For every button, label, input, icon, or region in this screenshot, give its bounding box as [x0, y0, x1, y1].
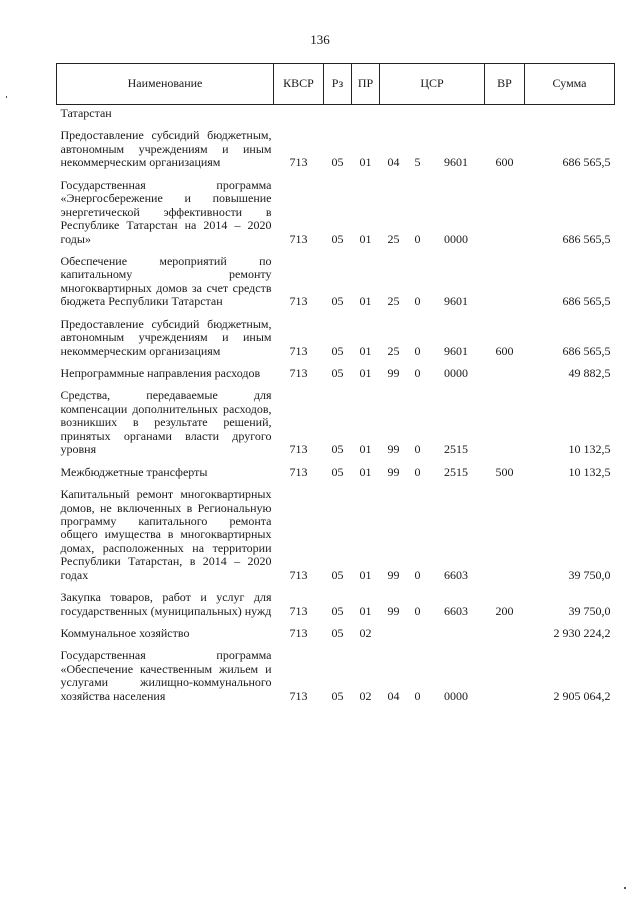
cell-vr: 600 — [495, 343, 514, 358]
cell-kvsr: 713 — [289, 155, 308, 170]
cell-csr-program: 25 — [387, 343, 400, 358]
row-name-text: Межбюджетные трансферты — [60, 464, 208, 479]
cell-rz: 05 — [331, 442, 344, 457]
cell-sum — [525, 105, 615, 121]
cell-csr-code: 6603 — [444, 603, 468, 618]
header-name: Наименование — [57, 64, 274, 105]
table-row — [57, 457, 615, 479]
cell-vr — [485, 105, 525, 121]
cell-vr — [485, 170, 525, 246]
cell-csr-code: 6603 — [444, 567, 468, 582]
cell-csr-program: 99 — [387, 442, 400, 457]
cell-csr-program: 99 — [387, 366, 400, 380]
cell-kvsr: 713 — [289, 343, 308, 358]
page-number: 136 — [310, 32, 330, 47]
cell-csr-program: 04 — [387, 688, 400, 703]
row-name-text: Обеспечение мероприятий по капитальному ремонту многоквартирных домов за счет средств бюджета Республики Татарстан — [60, 253, 272, 309]
row-name-text: Капитальный ремонт многоквартирных домов, не включенных в Региональную программу капитального ремонта общего имущества в многоквартирных домах, расположенных на территории Республики Татарстан, в 2014 – 2020 годах — [60, 487, 272, 582]
row-name-text: Непрограммные направления расходов — [60, 366, 261, 380]
cell-csr-program — [380, 105, 408, 121]
cell-csr-subprogram: 0 — [414, 366, 421, 380]
cell-sum: 39 750,0 — [568, 567, 611, 582]
cell-name — [57, 105, 274, 121]
cell-rz: 05 — [331, 343, 344, 358]
cell-vr — [485, 640, 525, 703]
row-name-text: Предоставление субсидий бюджетным, автономным учреждениям и иным некоммерческим организациям — [60, 128, 272, 170]
cell-kvsr: 713 — [289, 567, 308, 582]
cell-sum: 2 930 224,2 — [553, 626, 611, 640]
cell-csr-code: 0000 — [444, 366, 468, 380]
cell-sum: 2 905 064,2 — [553, 688, 611, 703]
cell-pr: 01 — [359, 603, 372, 618]
cell-csr-subprogram: 0 — [414, 442, 421, 457]
cell-pr: 01 — [359, 343, 372, 358]
cell-csr-code: 2515 — [444, 442, 468, 457]
row-name-text: Татарстан — [60, 106, 112, 120]
row-name-text: Коммунальное хозяйство — [60, 626, 190, 640]
row-name-text: Средства, передаваемые для компенсации дополнительных расходов, возникших в результате решений, принятых органами власти другого уровня — [60, 388, 272, 457]
scan-artifact-mark — [6, 96, 7, 98]
table-row — [57, 246, 615, 309]
cell-vr — [485, 479, 525, 582]
table-row — [57, 380, 615, 456]
cell-csr-subprogram: 0 — [414, 294, 421, 309]
cell-csr-subprogram: 0 — [414, 603, 421, 618]
cell-vr — [485, 380, 525, 456]
cell-csr-code: 9601 — [444, 294, 468, 309]
table-header-row — [57, 64, 615, 105]
cell-name — [57, 457, 274, 479]
cell-pr: 01 — [359, 366, 372, 380]
cell-kvsr: 713 — [289, 464, 308, 479]
cell-kvsr: 713 — [289, 688, 308, 703]
cell-rz: 05 — [331, 366, 344, 380]
cell-sum: 686 565,5 — [562, 155, 611, 170]
table-row — [57, 105, 615, 121]
cell-name — [57, 170, 274, 246]
cell-name — [57, 582, 274, 618]
cell-sum: 686 565,5 — [562, 294, 611, 309]
table-row — [57, 618, 615, 640]
table-row — [57, 309, 615, 358]
cell-sum: 10 132,5 — [568, 464, 611, 479]
cell-pr: 01 — [359, 294, 372, 309]
cell-vr — [485, 246, 525, 309]
cell-pr: 01 — [359, 155, 372, 170]
cell-csr-subprogram: 0 — [414, 567, 421, 582]
table-row — [57, 120, 615, 169]
cell-rz: 05 — [331, 464, 344, 479]
cell-pr: 01 — [359, 464, 372, 479]
header-pr: ПР — [352, 64, 380, 105]
cell-vr: 200 — [495, 603, 514, 618]
cell-sum: 10 132,5 — [568, 442, 611, 457]
budget-table — [56, 63, 615, 703]
table-row — [57, 358, 615, 380]
cell-vr: 600 — [495, 155, 514, 170]
cell-rz: 05 — [331, 603, 344, 618]
cell-name — [57, 479, 274, 582]
cell-pr: 02 — [359, 626, 372, 640]
cell-csr-subprogram: 0 — [414, 343, 421, 358]
row-name-text: Предоставление субсидий бюджетным, автономным учреждениям и иным некоммерческим организациям — [60, 316, 272, 358]
cell-csr-code — [428, 105, 485, 121]
cell-rz: 05 — [331, 155, 344, 170]
cell-rz: 05 — [331, 231, 344, 246]
cell-csr-code — [428, 618, 485, 640]
cell-vr — [485, 618, 525, 640]
cell-csr-subprogram: 0 — [414, 231, 421, 246]
cell-pr: 01 — [359, 231, 372, 246]
cell-name — [57, 120, 274, 169]
cell-rz — [324, 105, 352, 121]
cell-sum: 686 565,5 — [562, 231, 611, 246]
scan-artifact-mark — [624, 887, 626, 889]
row-name-text: Государственная программа «Обеспечение качественным жильем и услугами жилищно-коммунального хозяйства населения — [60, 648, 272, 703]
cell-rz: 05 — [331, 688, 344, 703]
table-row — [57, 582, 615, 618]
cell-pr: 02 — [359, 688, 372, 703]
cell-vr — [485, 358, 525, 380]
cell-sum: 686 565,5 — [562, 343, 611, 358]
cell-csr-subprogram — [408, 618, 428, 640]
cell-csr-code: 2515 — [444, 464, 468, 479]
cell-csr-program — [380, 618, 408, 640]
cell-kvsr: 713 — [289, 294, 308, 309]
cell-csr-program: 99 — [387, 603, 400, 618]
cell-pr — [352, 105, 380, 121]
row-name-text: Государственная программа «Энергосбережение и повышение энергетической эффективности в Республике Татарстан на 2014 – 2020 годы» — [60, 177, 272, 246]
cell-name — [57, 380, 274, 456]
cell-csr-code: 9601 — [444, 343, 468, 358]
cell-rz: 05 — [331, 567, 344, 582]
cell-csr-program: 99 — [387, 464, 400, 479]
header-rz: Рз — [324, 64, 352, 105]
table-row — [57, 479, 615, 582]
cell-rz: 05 — [331, 626, 344, 640]
cell-name — [57, 358, 274, 380]
cell-csr-code: 9601 — [444, 155, 468, 170]
header-csr: ЦСР — [380, 64, 485, 105]
cell-csr-subprogram — [408, 105, 428, 121]
table-row — [57, 170, 615, 246]
cell-rz: 05 — [331, 294, 344, 309]
cell-name — [57, 246, 274, 309]
cell-csr-program: 25 — [387, 294, 400, 309]
cell-kvsr — [274, 105, 324, 121]
cell-csr-code: 0000 — [444, 688, 468, 703]
cell-sum: 49 882,5 — [568, 366, 611, 380]
cell-sum: 39 750,0 — [568, 603, 611, 618]
cell-kvsr: 713 — [289, 442, 308, 457]
cell-name — [57, 640, 274, 703]
cell-name — [57, 618, 274, 640]
cell-csr-subprogram: 0 — [414, 688, 421, 703]
cell-name — [57, 309, 274, 358]
cell-pr: 01 — [359, 442, 372, 457]
cell-vr: 500 — [495, 464, 514, 479]
header-sum: Сумма — [525, 64, 615, 105]
cell-kvsr: 713 — [289, 626, 308, 640]
cell-csr-subprogram: 0 — [414, 464, 421, 479]
row-name-text: Закупка товаров, работ и услуг для государственных (муниципальных) нужд — [60, 590, 272, 618]
cell-csr-program: 25 — [387, 231, 400, 246]
cell-csr-program: 04 — [387, 155, 400, 170]
cell-kvsr: 713 — [289, 231, 308, 246]
cell-kvsr: 713 — [289, 366, 308, 380]
cell-kvsr: 713 — [289, 603, 308, 618]
cell-csr-program: 99 — [387, 567, 400, 582]
table-row — [57, 640, 615, 703]
cell-csr-subprogram: 5 — [414, 155, 421, 170]
cell-pr: 01 — [359, 567, 372, 582]
cell-csr-code: 0000 — [444, 231, 468, 246]
header-kvsr: КВСР — [274, 64, 324, 105]
header-vr: ВР — [485, 64, 525, 105]
